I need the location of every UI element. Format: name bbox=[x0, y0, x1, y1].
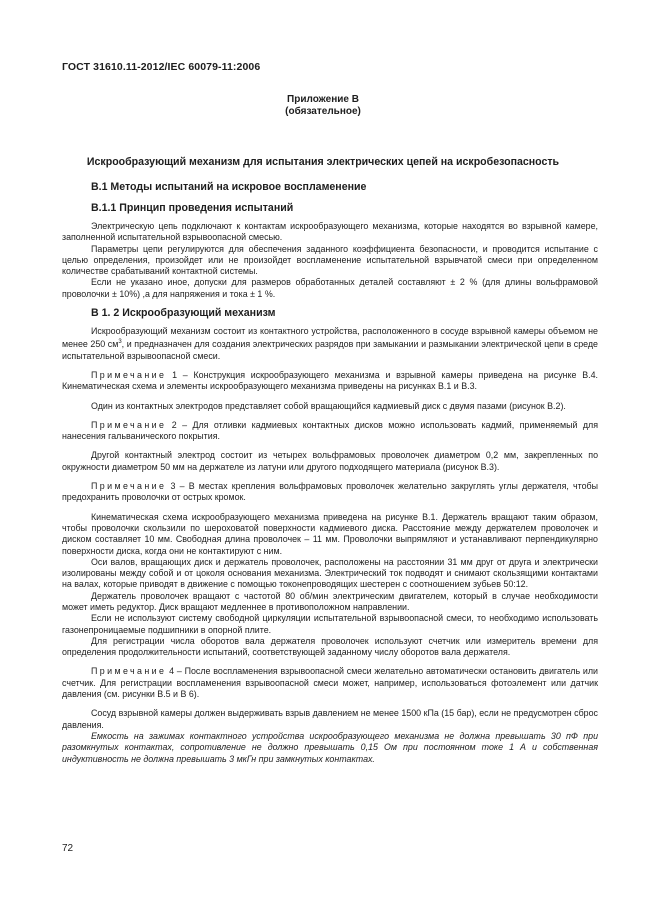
paragraph-text: Искрообразующий механизм состоит из контактного устройства, расположенного в сосуде взрывной камеры объемом не менее 250 см bbox=[62, 326, 598, 350]
standard-header: ГОСТ 31610.11-2012/IEC 60079-11:2006 bbox=[62, 61, 261, 73]
note-4 bbox=[62, 666, 598, 700]
note-label: Примечание bbox=[91, 666, 167, 677]
section-heading-b1: В.1 Методы испытаний на искровое воспламенение bbox=[91, 181, 367, 193]
note-3 bbox=[62, 481, 598, 504]
paragraph: Держатель проволочек вращают с частотой 80 об/мин электрическим двигателем, который в случае необходимости может иметь редуктор. Диск вращают медленнее в противоположном направлении. bbox=[62, 590, 598, 612]
note-text: 4 – После воспламенения взрывоопасной смеси желательно автоматически остановить двигатель или счетчик. Для регистрации воспламенения взрывоопасной смеси может, например, использоваться фотоэлемент или датчик давления (см. рисунки В.5 и В 6). bbox=[62, 666, 598, 700]
page-title: Искрообразующий механизм для испытания электрических цепей на искробезопасность bbox=[86, 156, 560, 168]
paragraph-text: , и предназначен для создания электрических разрядов при замыкании и размыкании электрической цепи в среде испытательной взрывоопасной смеси. bbox=[62, 339, 598, 361]
section-heading-b11: В.1.1 Принцип проведения испытаний bbox=[91, 202, 294, 214]
appendix-status: (обязательное) bbox=[285, 106, 361, 117]
section-heading-b12: В 1. 2 Искрообразующий механизм bbox=[91, 307, 276, 320]
paragraph-italic: Емкость на зажимах контактного устройства искрообразующего механизма не должна превышать 30 пФ при разомкнутых контактах, сопротивление не должно превышать 0,15 Ом при постоянном токе 1 А и собственная индуктивность не должна превышать 3 мкГн при замкнутых контактах. bbox=[62, 730, 598, 764]
note-label: Примечание bbox=[91, 481, 167, 492]
paragraph: Электрическую цепь подключают к контактам искрообразующего механизма, которые находятся во взрывной камере, заполненной испытательной взрывоопасной смесью. bbox=[62, 221, 598, 243]
superscript: 3 bbox=[118, 339, 122, 346]
paragraph: Кинематическая схема искрообразующего механизма приведена на рисунке В.1. Держатель вращают таким образом, чтобы проволочки скользили по шероховатой поверхности кадмиевого диска. Расстояние между держателем проволочек и диском составляет 10 мм. Свободная длина проволочек – 11 мм. Проволочки выпрямляют и устанавливают перпендикулярно поверхности диска, когда они не контактируют с ним. bbox=[62, 511, 598, 556]
note-label: Примечание bbox=[91, 369, 167, 380]
appendix-label: Приложение В bbox=[287, 94, 359, 105]
paragraph: Для регистрации числа оборотов вала держателя проволочек используют счетчик или измеритель времени для определения продолжительности испытаний, соответствующей заданному числу оборотов вала держателя. bbox=[62, 635, 598, 658]
paragraph: Оси валов, вращающих диск и держатель проволочек, расположены на расстоянии 31 мм друг от друга и электрически изолированы между собой и от цоколя основания механизма. Электрический ток подводят и снимают скользящими контактами на валах, которые приводят в движение с помощью токонепроводящих шестерен с соотношением зубьев 50:12. bbox=[62, 556, 598, 590]
paragraph: Один из контактных электродов представляет собой вращающийся кадмиевый диск с двумя пазами (рисунок В.2). bbox=[91, 400, 566, 411]
note-2 bbox=[62, 420, 598, 443]
paragraph: Если не используют систему свободной циркуляции испытательной взрывоопасной смеси, то необходимо использовать газонепроницаемые подшипники в опорной плите. bbox=[62, 613, 598, 635]
note-text: 1 – Конструкция искрообразующего механизма и взрывной камеры приведена на рисунке В.4. Кинематическая схема и элементы искрообразующего механизма приведены на рисунках В.1 и В.3. bbox=[62, 369, 598, 392]
page-number: 72 bbox=[62, 843, 74, 854]
paragraph: Если не указано иное, допуски для размеров обработанных деталей составляют ± 2 % (для длины вольфрамовой проволочки ± 10%) ,а для напряжения и тока ± 1 %. bbox=[62, 277, 598, 299]
note-label: Примечание bbox=[91, 419, 167, 430]
paragraph: Другой контактный электрод состоит из четырех вольфрамовых проволочек диаметром 0,2 мм, закрепленных по окружности диаметром 50 мм на держателе из латуни или другого подходящего материала (рисунок В.3). bbox=[62, 450, 598, 472]
note-1 bbox=[62, 370, 598, 393]
paragraph bbox=[62, 326, 598, 362]
note-text: 3 – В местах крепления вольфрамовых проволочек желательно закруглять углы держателя, чтобы предохранить проволочки от острых кромок. bbox=[62, 481, 598, 503]
paragraph: Параметры цепи регулируются для обеспечения заданного коэффициента безопасности, и проводится испытание с целью определения, произойдет или не произойдет воспламенение испытательной взрывчатой смеси при определенном количестве срабатываний контактной системы. bbox=[62, 243, 598, 277]
note-text: 2 – Для отливки кадмиевых контактных дисков можно использовать кадмий, применяемый для нанесения гальванического покрытия. bbox=[62, 419, 598, 442]
paragraph: Сосуд взрывной камеры должен выдерживать взрыв давлением не менее 1500 кПа (15 бар), если не предусмотрен сброс давления. bbox=[62, 708, 598, 730]
body-text bbox=[62, 221, 598, 765]
